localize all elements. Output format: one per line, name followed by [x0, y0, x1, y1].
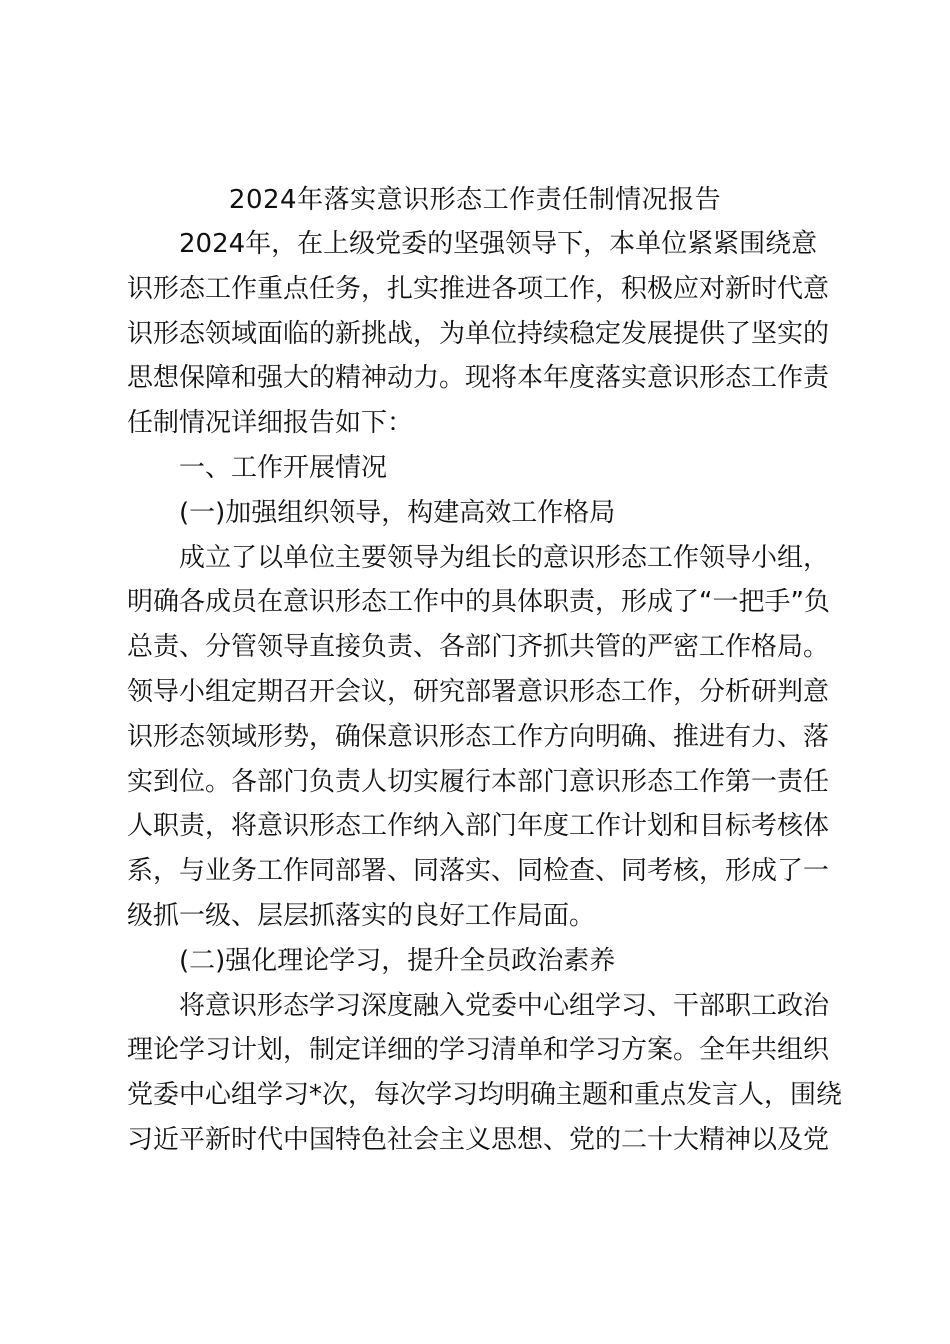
paragraph-line: 识形态领域形势，确保意识形态工作方向明确、推进有力、落: [127, 721, 830, 752]
paragraph-line: 领导小组定期召开会议，研究部署意识形态工作，分析研判意: [127, 676, 830, 707]
paragraph-line: 识形态领域面临的新挑战，为单位持续稳定发展提供了坚实的: [127, 318, 830, 349]
paragraph-line: 2024年，在上级党委的坚强领导下，本单位紧紧围绕意: [179, 229, 818, 259]
paragraph-line: 思想保障和强大的精神动力。现将本年度落实意识形态工作责: [127, 363, 830, 394]
section-heading: 一、工作开展情况: [179, 452, 388, 483]
paragraph-line: 系，与业务工作同部署、同落实、同检查、同考核，形成了一: [127, 856, 830, 887]
paragraph-line: 识形态工作重点任务，扎实推进各项工作，积极应对新时代意: [127, 273, 830, 304]
paragraph-line: 理论学习计划，制定详细的学习清单和学习方案。全年共组织: [127, 1035, 830, 1066]
paragraph-line: 人职责，将意识形态工作纳入部门年度工作计划和目标考核体: [127, 811, 830, 842]
subsection-heading: (二)强化理论学习，提升全员政治素养: [179, 945, 616, 976]
document-title: 2024年落实意识形态工作责任制情况报告: [228, 185, 722, 215]
paragraph-line: 习近平新时代中国特色社会主义思想、党的二十大精神以及党: [127, 1124, 830, 1155]
paragraph-line: 将意识形态学习深度融入党委中心组学习、干部职工政治: [179, 990, 830, 1021]
paragraph-line: 级抓一级、层层抓落实的良好工作局面。: [127, 900, 596, 931]
paragraph-line: 任制情况详细报告如下：: [127, 408, 414, 439]
subsection-heading: (一)加强组织领导，构建高效工作格局: [179, 497, 616, 528]
paragraph-line: 实到位。各部门负责人切实履行本部门意识形态工作第一责任: [127, 766, 830, 797]
paragraph-line: 成立了以单位主要领导为组长的意识形态工作领导小组，: [179, 542, 830, 573]
paragraph-line: 明确各成员在意识形态工作中的具体职责，形成了“一把手”负: [127, 587, 830, 618]
paragraph-line: 党委中心组学习*次，每次学习均明确主题和重点发言人，围绕: [127, 1080, 843, 1111]
paragraph-line: 总责、分管领导直接负责、各部门齐抓共管的严密工作格局。: [127, 632, 830, 663]
document-body: [127, 222, 843, 1163]
